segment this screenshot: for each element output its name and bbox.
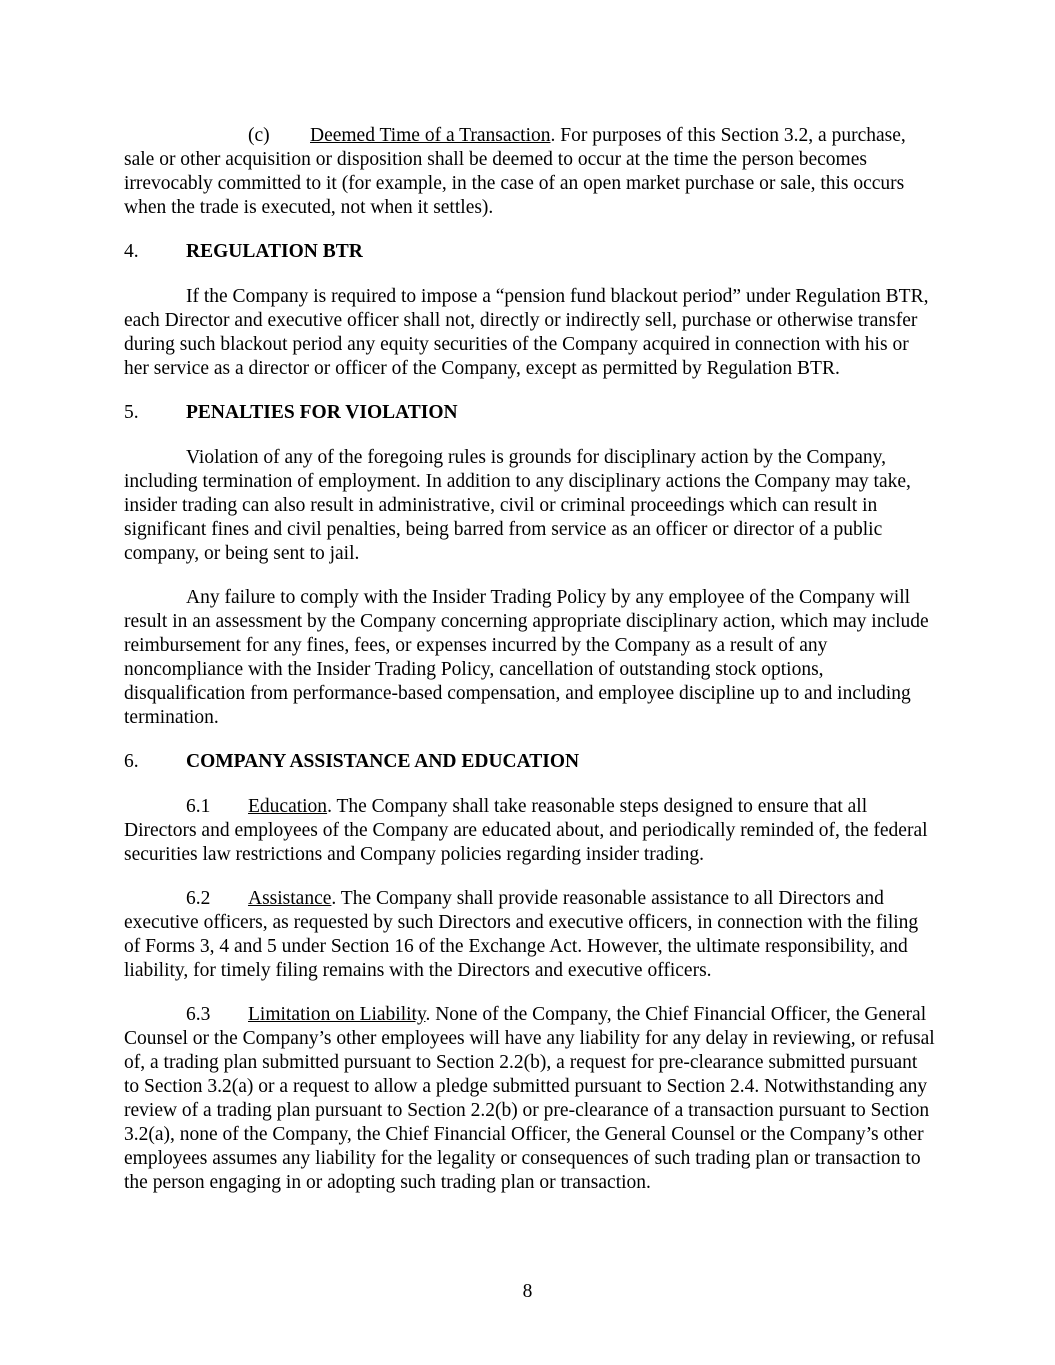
subsection-title: Limitation on Liability: [248, 1004, 426, 1025]
subsection-text: . The Company shall take reasonable steps designed to ensure that all Directors and employees of the Company are educated about, and periodically reminded of, the federal securities law restrictions and Company policies regarding insider trading.: [124, 796, 928, 865]
section-5-heading: [124, 401, 936, 425]
subsection-title: Education: [248, 796, 328, 817]
paragraph-title: Deemed Time of a Transaction: [310, 125, 551, 146]
section-6-heading: [124, 750, 936, 774]
section-4-heading: [124, 240, 936, 264]
section-number: 4.: [124, 241, 139, 262]
subsection-number: 6.2: [186, 888, 211, 909]
subsection-text: . The Company shall provide reasonable assistance to all Directors and executive officers, as requested by such Directors and executive officers, in connection with the filing of Forms 3, 4 and 5 under Section 16 of the Exchange Act. However, the ultimate responsibility, and liability, for timely filing remains with the Directors and executive officers.: [124, 888, 919, 981]
section-5-paragraph: Violation of any of the foregoing rules is grounds for disciplinary action by the Company, including termination of employment. In addition to any disciplinary actions the Company may take, insider trading can also result in administrative, civil or criminal proceedings which can result in significant fines and civil penalties, being barred from service as an officer or director of a public company, or being sent to jail.: [124, 447, 911, 564]
subsection-6-2: [124, 887, 936, 983]
paragraph-text: . For purposes of this Section 3.2, a purchase, sale or other acquisition or disposition shall be deemed to occur at the time the person becomes irrevocably committed to it (for example, in the case of an open market purchase or sale, this occurs when the trade is executed, not when it settles).: [124, 125, 906, 218]
section-5-paragraph: Any failure to comply with the Insider Trading Policy by any employee of the Company will result in an assessment by the Company concerning appropriate disciplinary action, which may include reimbursement for any fines, fees, or expenses incurred by the Company as a result of any noncompliance with the Insider Trading Policy, cancellation of outstanding stock options, disqualification from performance-based compensation, and employee discipline up to and including termination.: [124, 587, 929, 728]
paragraph-number: (c): [248, 125, 270, 146]
subsection-number: 6.3: [186, 1004, 211, 1025]
section-number: 6.: [124, 751, 139, 772]
subsection-text: . None of the Company, the Chief Financial Officer, the General Counsel or the Company’s other employees will have any liability for any delay in reviewing, or refusal of, a trading plan submitted pursuant to Section 2.2(b), a request for pre-clearance submitted pursuant to Section 3.2(a) or a request to allow a pledge submitted pursuant to Section 2.4. Notwithstanding any review of a trading plan pursuant to Section 2.2(b) or pre-clearance of a transaction pursuant to Section 3.2(a), none of the Company, the Chief Financial Officer, the General Counsel or the Company’s other employees assumes any liability for the legality or consequences of such trading plan or transaction to the person engaging in or adopting such trading plan or transaction.: [124, 1004, 935, 1193]
subsection-number: 6.1: [186, 796, 211, 817]
subsection-6-1: [124, 795, 936, 867]
section-4-paragraph: If the Company is required to impose a “pension fund blackout period” under Regulation BTR, each Director and executive officer shall not, directly or indirectly sell, purchase or otherwise transfer during such blackout period any equity securities of the Company acquired in connection with his or her service as a director or officer of the Company, except as permitted by Regulation BTR.: [124, 286, 929, 379]
document-page: [124, 124, 936, 1215]
subsection-6-3: [124, 1003, 936, 1195]
page-number: 8: [522, 1281, 533, 1302]
paragraph-3-2-c: [124, 124, 936, 220]
subsection-title: Assistance: [248, 888, 332, 909]
section-title: COMPANY ASSISTANCE AND EDUCATION: [186, 751, 580, 772]
section-title: REGULATION BTR: [186, 241, 363, 262]
section-number: 5.: [124, 402, 139, 423]
section-title: PENALTIES FOR VIOLATION: [186, 402, 458, 423]
